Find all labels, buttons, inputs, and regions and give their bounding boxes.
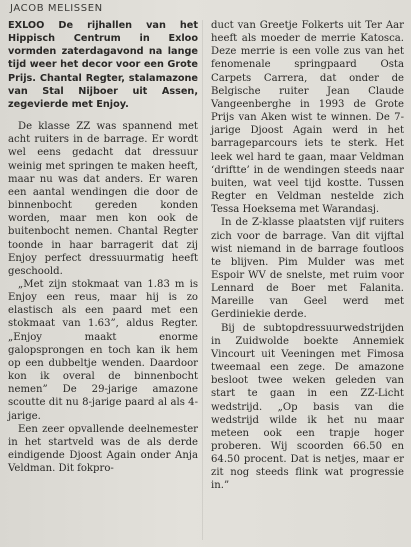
byline: JACOB MELISSEN bbox=[10, 3, 103, 14]
body-paragraph: „Met zijn stokmaat van 1.83 m is Enjoy een reus, maar hij is zo elastisch als een paard met een stokmaat van 1.63”, aldus Regter. „Enjoy maakt enorme galopsprongen en toch kan ik hem op een dubbeltje wenden. Daardoor kon ik overal de binnenbocht nemen” De 29-jarige amazone scoutte dit nu 8-jarige paard al als 4-jarige. bbox=[8, 278, 198, 422]
body-paragraph: De klasse ZZ was spannend met acht ruiters in de barrage. Er wordt wel eens gedacht dat dressuur weinig met springen te maken heeft, maar nu was dat anders. Er waren een aantal wendingen die door de binnenbocht gereden konden worden, maar men kon ook de buitenbocht nemen. Chantal Regter toonde in haar barragerit dat zij Enjoy perfect dressuurmatig heeft geschoold. bbox=[8, 121, 198, 277]
body-paragraph: Een zeer opvallende deelnemester in het startveld was de als derde eindigende Djoost Again onder Anja Veldman. Dit fokpro- bbox=[8, 423, 198, 475]
body-paragraph: duct van Greetje Folkerts uit Ter Aar heeft als moeder de merrie Katosca. Deze merrie is een volle zus van het fenomenale springpaard Osta Carpets Carrera, dat onder de Belgische ruiter Jean Claude Vangeenberghe in 1993 de Grote Prijs van Aken wist te winnen. De 7-jarige Djoost Again werd in het barrageparcours iets te sterk. Het leek wel hard te gaan, maar Veldman ‘driftte’ in de wendingen steeds naar buiten, wat veel tijd kostte. Tussen Regter en Veldman nestelde zich Tessa Hoeksema met Warandasj. bbox=[211, 20, 404, 216]
column-divider bbox=[202, 20, 203, 540]
body-paragraph: Bij de subtopdressuurwedstrijden in Zuidwolde boekte Annemiek Vincourt uit Veeningen met Fimosa tweemaal een zege. De amazone besloot twee weken geleden van start te gaan in een ZZ-Licht wedstrijd. „Op basis van die wedstrijd wilde ik het nu maar meteen ook een trapje hoger proberen. Wij scoorden 66.50 en 64.50 procent. Dat is netjes, maar er zit nog steeds flink wat progressie in.” bbox=[211, 322, 404, 492]
article-column-right bbox=[211, 19, 404, 493]
lead-paragraph: EXLOO De rijhallen van het Hippisch Centrum in Exloo vormden zaterdagavond na lange tijd weer het decor voor een Grote Prijs. Chantal Regter, stalamazone van Stal Nijboer uit Assen, zegevierde met Enjoy. bbox=[8, 20, 198, 110]
article-column-left bbox=[8, 19, 198, 475]
body-paragraph: In de Z-klasse plaatsten vijf ruiters zich voor de barrage. Van dit vijftal wist niemand in de barrage foutloos te blijven. Pim Mulder was met Espoir WV de snelste, met ruim voor Lennard de Boer met Falanita. Mareille van Geel werd met Gerdiniekie derde. bbox=[211, 217, 404, 321]
